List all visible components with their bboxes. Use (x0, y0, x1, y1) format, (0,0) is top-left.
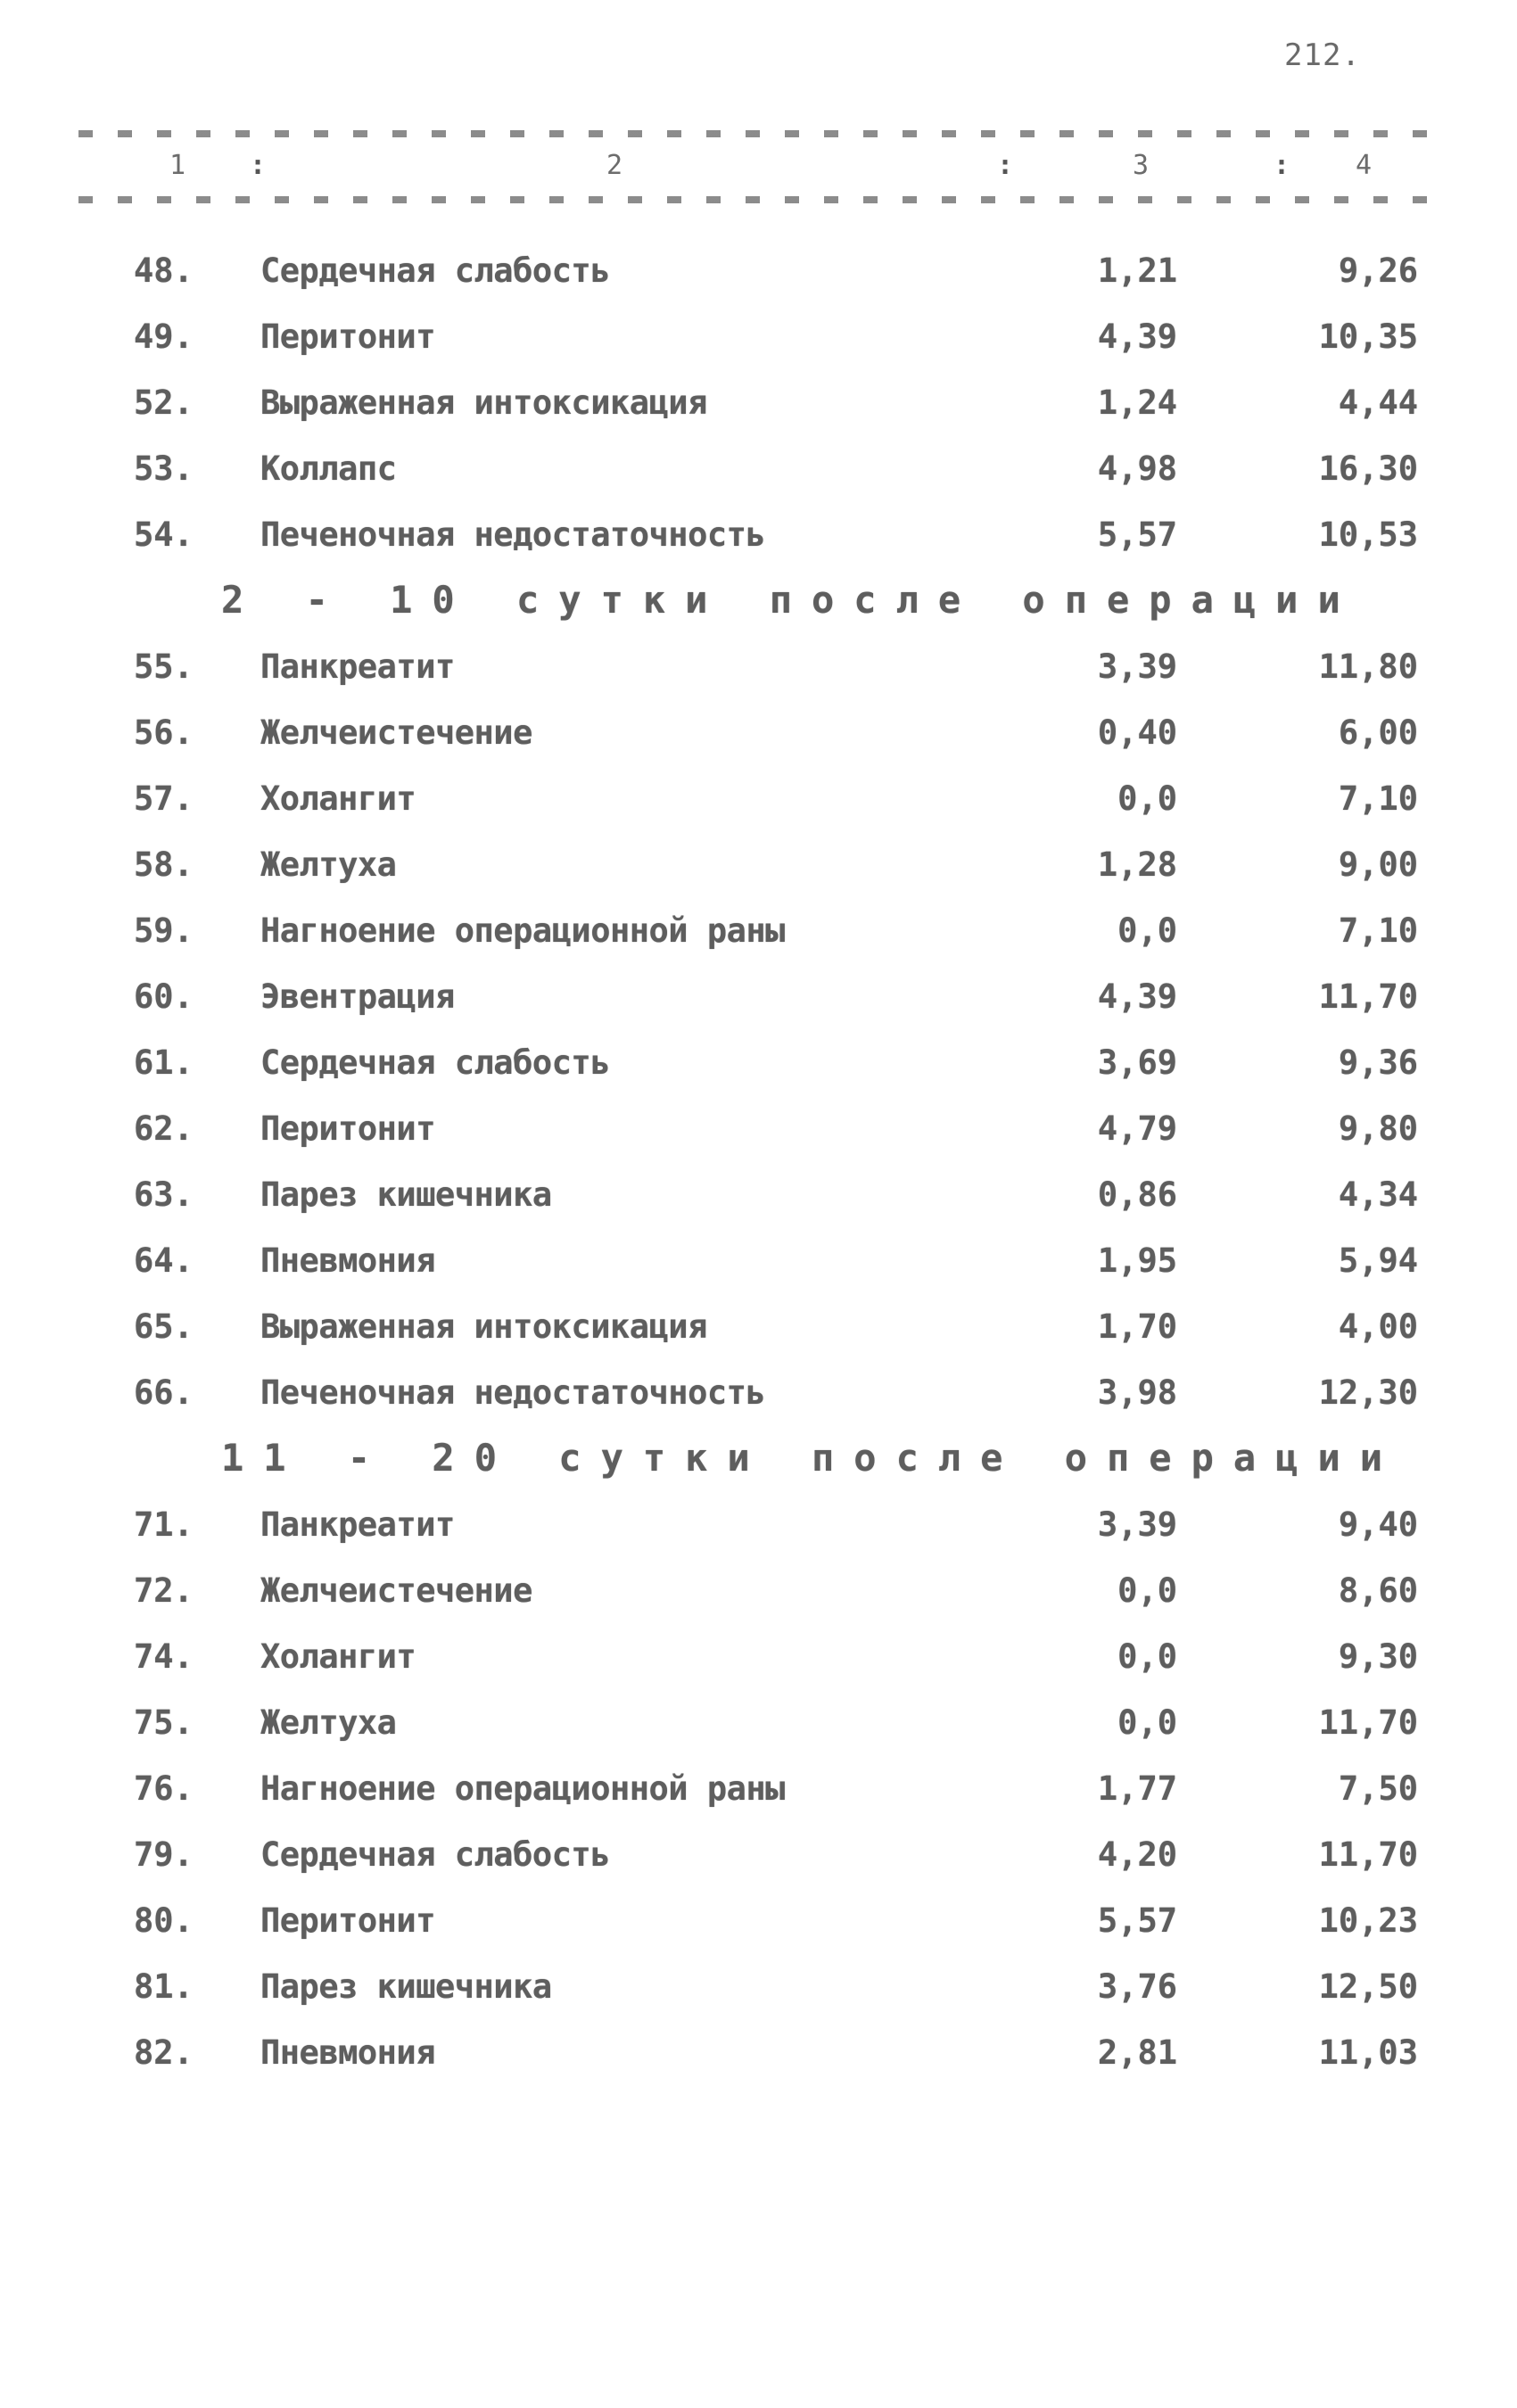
row-value-col3: 1,21 (1097, 252, 1177, 290)
row-value-col4: 7,10 (1338, 911, 1418, 950)
row-value-col3: 5,57 (1097, 515, 1177, 554)
row-value-col3: 3,39 (1097, 647, 1177, 686)
row-number: 63. (134, 1175, 194, 1214)
row-value-col3: 4,39 (1097, 317, 1177, 356)
row-name: Холангит (260, 779, 416, 818)
row-value-col3: 4,98 (1097, 449, 1177, 488)
row-value-col3: 3,76 (1097, 1967, 1177, 2006)
data-table (0, 234, 1517, 2082)
row-name: Панкреатит (260, 1505, 455, 1544)
row-value-col3: 0,40 (1097, 713, 1177, 752)
column-header-1: 1 (169, 150, 186, 181)
row-value-col4: 11,70 (1318, 977, 1418, 1016)
table-row (0, 1224, 1517, 1290)
row-number: 71. (134, 1505, 194, 1544)
row-number: 72. (134, 1571, 194, 1610)
row-value-col3: 0,0 (1117, 1637, 1177, 1676)
row-value-col4: 11,80 (1318, 647, 1418, 686)
table-row (0, 1818, 1517, 1884)
row-value-col3: 4,20 (1097, 1835, 1177, 1874)
row-name: Печеночная недостаточность (260, 1373, 766, 1412)
row-name: Перитонит (260, 1901, 435, 1940)
table-row (0, 1290, 1517, 1356)
table-row (0, 234, 1517, 300)
row-value-col4: 8,60 (1338, 1571, 1418, 1610)
section-title: 2 - 10 сутки после операции (221, 578, 1360, 622)
row-value-col3: 5,57 (1097, 1901, 1177, 1940)
table-row (0, 366, 1517, 432)
row-value-col4: 12,50 (1318, 1967, 1418, 2006)
table-row (0, 1356, 1517, 1422)
row-number: 62. (134, 1109, 194, 1148)
row-number: 66. (134, 1373, 194, 1412)
section-heading (0, 1422, 1517, 1488)
row-value-col3: 3,98 (1097, 1373, 1177, 1412)
column-separator: : (250, 150, 267, 181)
row-value-col3: 0,0 (1117, 779, 1177, 818)
row-value-col3: 4,79 (1097, 1109, 1177, 1148)
row-name: Эвентрация (260, 977, 455, 1016)
row-number: 60. (134, 977, 194, 1016)
row-number: 55. (134, 647, 194, 686)
header-bottom-rule (78, 196, 1434, 203)
row-name: Выраженная интоксикация (260, 383, 707, 422)
table-row (0, 1620, 1517, 1686)
row-value-col4: 11,70 (1318, 1835, 1418, 1874)
row-value-col3: 0,0 (1117, 911, 1177, 950)
row-value-col4: 6,00 (1338, 713, 1418, 752)
row-name: Панкреатит (260, 647, 455, 686)
row-name: Сердечная слабость (260, 1835, 610, 1874)
row-name: Нагноение операционной раны (260, 1769, 785, 1808)
row-number: 58. (134, 845, 194, 884)
table-row (0, 2016, 1517, 2082)
row-number: 57. (134, 779, 194, 818)
table-row (0, 300, 1517, 366)
table-row (0, 894, 1517, 960)
row-value-col3: 4,39 (1097, 977, 1177, 1016)
section-heading (0, 564, 1517, 630)
row-name: Перитонит (260, 317, 435, 356)
row-number: 82. (134, 2033, 194, 2072)
row-value-col3: 1,95 (1097, 1241, 1177, 1280)
row-value-col3: 0,86 (1097, 1175, 1177, 1214)
table-row (0, 1686, 1517, 1752)
row-name: Парез кишечника (260, 1175, 552, 1214)
row-value-col4: 9,36 (1338, 1043, 1418, 1082)
column-separator: : (1274, 150, 1290, 181)
column-header-3: 3 (1133, 150, 1150, 181)
table-row (0, 630, 1517, 696)
row-value-col4: 4,00 (1338, 1307, 1418, 1346)
table-row (0, 498, 1517, 564)
row-value-col3: 0,0 (1117, 1571, 1177, 1610)
row-number: 79. (134, 1835, 194, 1874)
row-value-col4: 12,30 (1318, 1373, 1418, 1412)
row-number: 48. (134, 252, 194, 290)
row-value-col4: 10,23 (1318, 1901, 1418, 1940)
section-title: 11 - 20 сутки после операции (221, 1436, 1403, 1480)
row-name: Перитонит (260, 1109, 435, 1148)
row-name: Пневмония (260, 1241, 435, 1280)
row-name: Желтуха (260, 1703, 397, 1742)
row-value-col3: 1,24 (1097, 383, 1177, 422)
table-row (0, 432, 1517, 498)
table-row (0, 696, 1517, 762)
row-name: Сердечная слабость (260, 1043, 610, 1082)
row-name: Пневмония (260, 2033, 435, 2072)
row-name: Парез кишечника (260, 1967, 552, 2006)
row-value-col4: 7,50 (1338, 1769, 1418, 1808)
row-value-col4: 10,35 (1318, 317, 1418, 356)
table-row (0, 1026, 1517, 1092)
row-number: 53. (134, 449, 194, 488)
row-value-col4: 4,44 (1338, 383, 1418, 422)
row-value-col3: 3,69 (1097, 1043, 1177, 1082)
row-value-col4: 11,70 (1318, 1703, 1418, 1742)
row-number: 80. (134, 1901, 194, 1940)
row-value-col4: 4,34 (1338, 1175, 1418, 1214)
table-row (0, 960, 1517, 1026)
row-number: 81. (134, 1967, 194, 2006)
row-number: 52. (134, 383, 194, 422)
row-value-col4: 7,10 (1338, 779, 1418, 818)
table-row (0, 1554, 1517, 1620)
column-header-4: 4 (1356, 150, 1373, 181)
row-name: Выраженная интоксикация (260, 1307, 707, 1346)
row-value-col3: 1,70 (1097, 1307, 1177, 1346)
row-value-col3: 0,0 (1117, 1703, 1177, 1742)
row-number: 54. (134, 515, 194, 554)
table-row (0, 828, 1517, 894)
table-row (0, 1488, 1517, 1554)
row-value-col4: 9,40 (1338, 1505, 1418, 1544)
row-name: Печеночная недостаточность (260, 515, 766, 554)
row-value-col4: 11,03 (1318, 2033, 1418, 2072)
page-number: 212. (1284, 37, 1361, 73)
row-number: 74. (134, 1637, 194, 1676)
column-separator: : (997, 150, 1014, 181)
header-top-rule (78, 130, 1434, 137)
row-number: 56. (134, 713, 194, 752)
row-name: Желтуха (260, 845, 397, 884)
table-row (0, 1092, 1517, 1158)
row-name: Коллапс (260, 449, 397, 488)
row-number: 64. (134, 1241, 194, 1280)
row-value-col4: 9,00 (1338, 845, 1418, 884)
row-value-col3: 1,77 (1097, 1769, 1177, 1808)
table-row (0, 1950, 1517, 2016)
row-name: Сердечная слабость (260, 252, 610, 290)
row-value-col4: 16,30 (1318, 449, 1418, 488)
row-value-col3: 2,81 (1097, 2033, 1177, 2072)
row-name: Холангит (260, 1637, 416, 1676)
row-value-col4: 10,53 (1318, 515, 1418, 554)
row-number: 75. (134, 1703, 194, 1742)
row-number: 61. (134, 1043, 194, 1082)
table-row (0, 1158, 1517, 1224)
row-name: Желчеистечение (260, 713, 532, 752)
table-row (0, 1884, 1517, 1950)
row-value-col3: 1,28 (1097, 845, 1177, 884)
row-value-col3: 3,39 (1097, 1505, 1177, 1544)
table-row (0, 762, 1517, 828)
table-row (0, 1752, 1517, 1818)
row-name: Желчеистечение (260, 1571, 532, 1610)
row-name: Нагноение операционной раны (260, 911, 785, 950)
row-number: 49. (134, 317, 194, 356)
row-value-col4: 9,30 (1338, 1637, 1418, 1676)
row-value-col4: 9,80 (1338, 1109, 1418, 1148)
row-number: 76. (134, 1769, 194, 1808)
row-number: 65. (134, 1307, 194, 1346)
row-value-col4: 5,94 (1338, 1241, 1418, 1280)
column-header-2: 2 (606, 150, 623, 181)
row-number: 59. (134, 911, 194, 950)
row-value-col4: 9,26 (1338, 252, 1418, 290)
